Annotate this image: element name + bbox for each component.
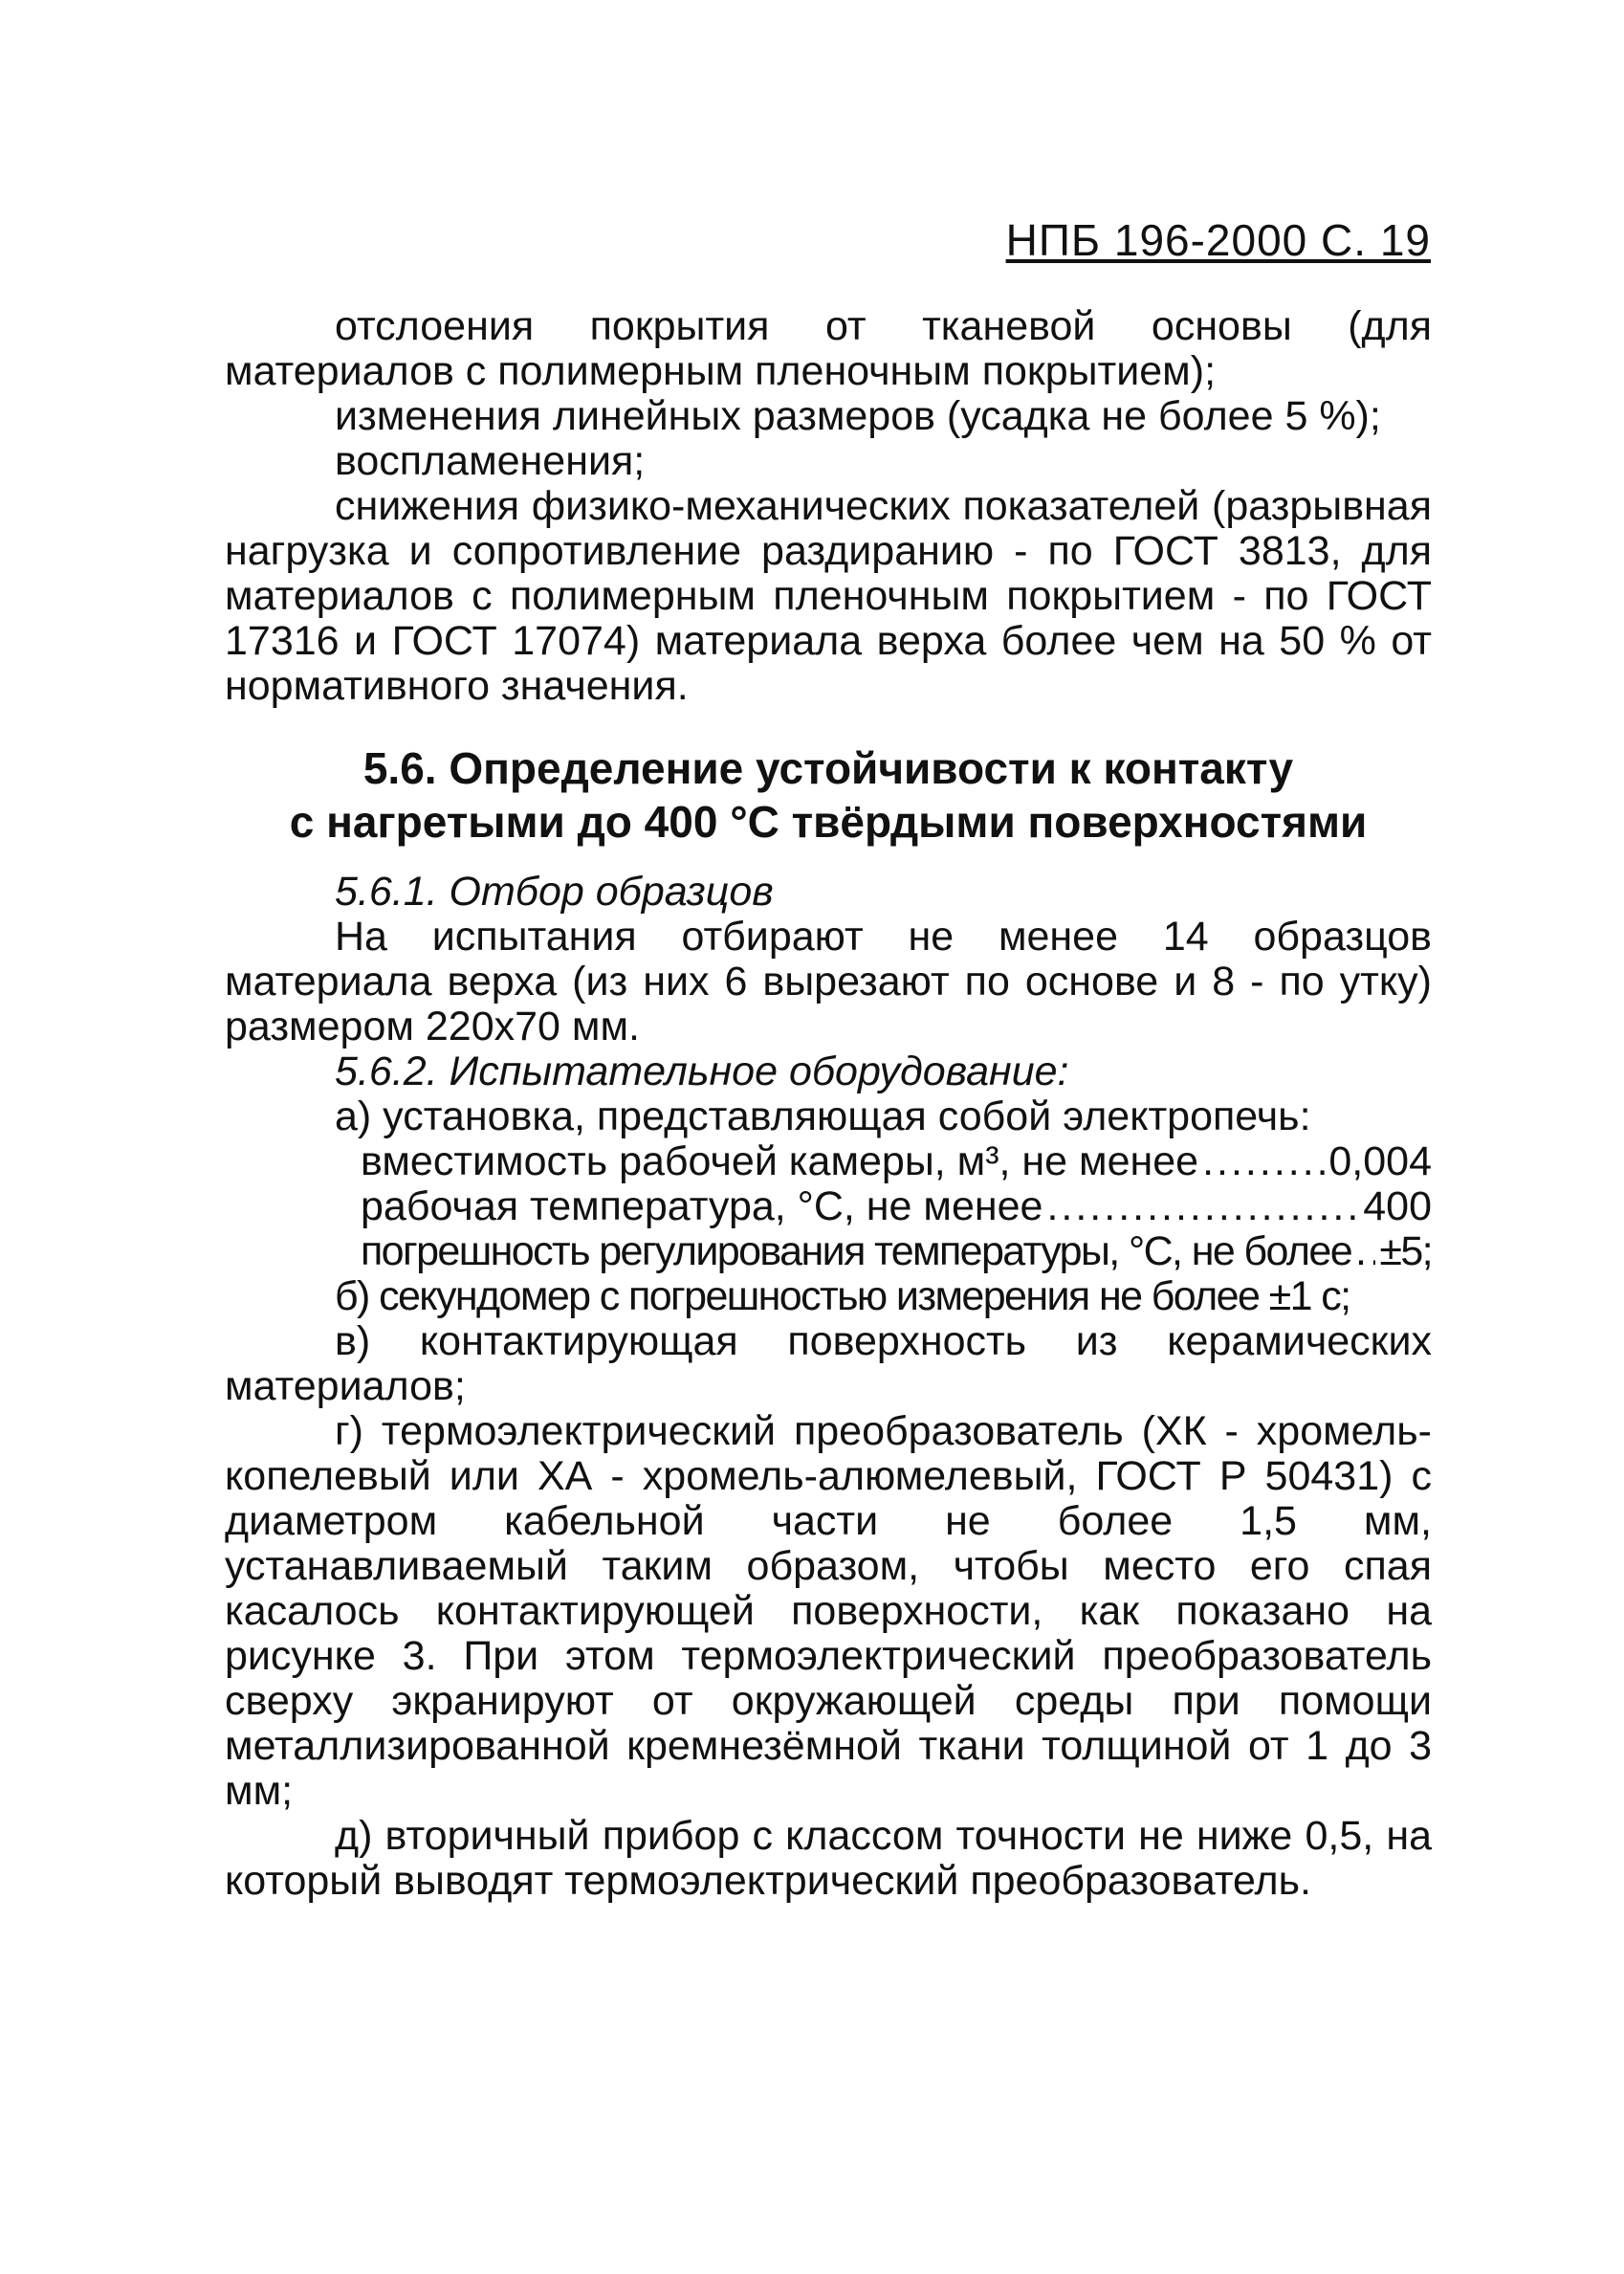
- item-v: в) контактирующая поверхность из керамических материалов;: [225, 1318, 1432, 1409]
- spec-label: вместимость рабочей камеры, м³, не менее: [361, 1138, 1199, 1184]
- spec-value: 400: [1363, 1183, 1432, 1229]
- subsection-title-sampling: 5.6.1. Отбор образцов: [335, 869, 774, 915]
- spec-row-accuracy: [225, 1229, 1432, 1274]
- paragraph-sampling: На испытания отбирают не менее 14 образцов материала верха (из них 6 вырезают по основе и 8 - по утку) размером 220х70 мм.: [225, 914, 1432, 1049]
- paragraph-ignition: воспламенения;: [335, 438, 646, 484]
- spec-value: ±5;: [1379, 1228, 1432, 1274]
- leader-dots: [1046, 1184, 1359, 1229]
- page-content: [225, 304, 1432, 1904]
- subsection-title-equipment: 5.6.2. Испытательное оборудование:: [335, 1049, 1069, 1094]
- section-heading: [225, 741, 1432, 849]
- paragraph-mechanical: снижения физико-механических показателей (разрывная нагрузка и сопротивление раздиранию - по ГОСТ 3813, для материалов с полимерным пленочным покрытием - по ГОСТ 17316 и ГОСТ 17074) материала верха более чем на 50 % от нормативного значения.: [225, 483, 1432, 709]
- section-heading-line2: с нагретыми до 400 °С твёрдыми поверхностями: [289, 797, 1368, 847]
- item-d: д) вторичный прибор с классом точности не ниже 0,5, на который выводят термоэлектрический преобразователь.: [225, 1813, 1432, 1904]
- item-a: а) установка, представляющая собой электропечь:: [335, 1093, 1311, 1139]
- spec-row-temperature: [225, 1184, 1432, 1229]
- leader-dots: [1355, 1229, 1375, 1274]
- spec-label: погрешность регулирования температуры, °С, не более: [361, 1228, 1352, 1274]
- item-g: г) термоэлектрический преобразователь (ХК - хромель-копелевый или ХА - хромель-алюмелевый, ГОСТ Р 50431) с диаметром кабельной части не более 1,5 мм, устанавливаемый таким образом, чтобы место его спая касалось контактирующей поверхности, как показано на рисунке 3. При этом термоэлектрический преобразователь сверху экранируют от окружающей среды при помощи металлизированной кремнезёмной ткани толщиной от 1 до 3 мм;: [225, 1408, 1432, 1814]
- spec-value: 0,004: [1328, 1138, 1432, 1184]
- paragraph-delamination: отслоения покрытия от тканевой основы (для материалов с полимерным пленочным покрытием);: [225, 303, 1432, 394]
- item-b: б) секундомер с погрешностью измерения не более ±1 с;: [335, 1273, 1350, 1319]
- section-heading-line1: 5.6. Определение устойчивости к контакту: [362, 743, 1294, 793]
- page-header: НПБ 196-2000 С. 19: [1005, 215, 1431, 265]
- leader-dots: [1202, 1139, 1325, 1184]
- spec-row-volume: [225, 1139, 1432, 1184]
- paragraph-linear-size: изменения линейных размеров (усадка не более 5 %);: [335, 393, 1381, 439]
- spec-label: рабочая температура, °С, не менее: [361, 1183, 1043, 1229]
